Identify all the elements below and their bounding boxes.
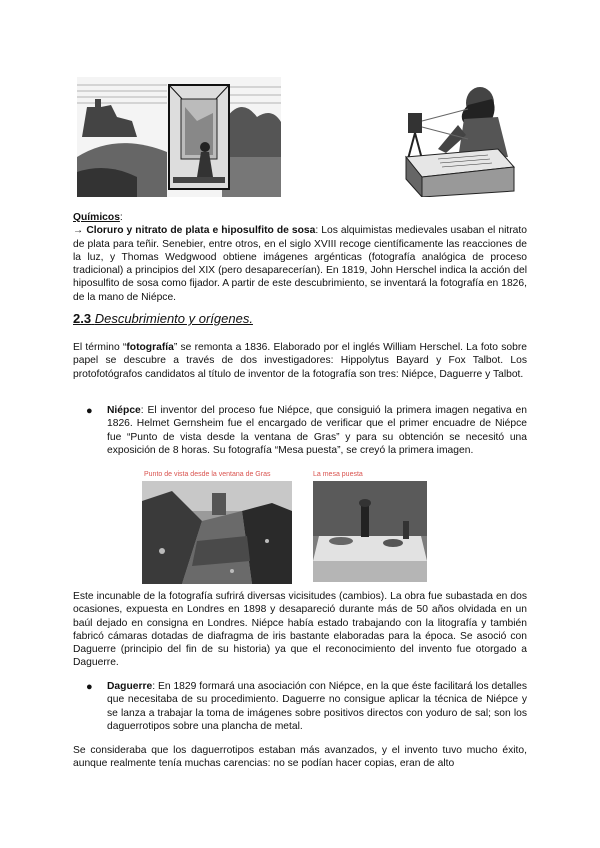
- daguerre-bullet-dot: ●: [86, 681, 93, 693]
- daguerre-paragraph: [107, 680, 527, 733]
- niepce-bullet-dot: ●: [86, 405, 93, 417]
- closing-paragraph: Se consideraba que los daguerrotipos estaban más avanzados, y el invento tuvo mucho éxito, aunque realmente tenía muchas carencias: no se podían hacer copias, eran de alto: [73, 745, 527, 770]
- daguerre-name: Daguerre: [107, 681, 153, 692]
- caption-punto-de-vista: Punto de vista desde la ventana de Gras: [144, 471, 271, 478]
- daguerre-text: : En 1829 formará una asociación con Niépce, en la que éste facilitará los detalles que necesitaba de su procedimiento. Daguerre no consigue aplicar la técnica de Niépce y se lanza a trabajar la toma de imágenes sobre positivos directos con yoduro de sal; son los daguerrotipos sobre una plancha de metal.: [107, 681, 527, 732]
- camera-obscura-image: [77, 77, 281, 197]
- caption-mesa-puesta: La mesa puesta: [313, 471, 363, 478]
- quimicos-paragraph: [73, 211, 527, 304]
- intro-bold-term: fotografía: [126, 342, 174, 353]
- photographer-image: [398, 79, 520, 197]
- niepce-text: : El inventor del proceso fue Niépce, que consiguió la primera imagen negativa en 1826. Helmet Gernsheim fue el encargado de verificar que el primer encuadre de Niépce fue “Punto de vista desde la ventana de Gras” y para su obtención se necesitó una exposición de 8 horas. Su fotografía “Mesa puesta”, se creyó la primera imagen.: [107, 405, 527, 456]
- quimicos-label: Químicos: [73, 212, 120, 223]
- section-title: Descubrimiento y orígenes.: [94, 311, 253, 326]
- mesa-puesta-photo: [313, 481, 427, 582]
- quimicos-text: : Los alquimistas medievales usaban el nitrato de plata para teñir. Senebier, entre otros, en el siglo XVIII recoge científicamente las reacciones de la luz, y Thomas Wedgwood obtiene imágenes argénticas (fotografía analógica de proceso tradicional) a principios del XIX (pero desaparecerían). En 1819, John Herschel indica la acción del hiposulfito de sosa como fijador. A partir de este descubrimiento, se inventará la fotografía en 1826, de la mano de Niépce.: [73, 225, 527, 303]
- niepce-paragraph: [107, 404, 527, 457]
- arrow-glyph: →: [73, 225, 84, 237]
- quimicos-colon: :: [119, 212, 123, 223]
- niepce-name: Niépce: [107, 405, 141, 416]
- intro-pre: El término “: [73, 342, 127, 353]
- quimicos-bold-lead: Cloruro y nitrato de plata e hiposulfito de sosa: [86, 225, 316, 237]
- intro-post: ” se remonta a 1836. Elaborado por el inglés William Herschel. La foto sobre papel se descubre a través de dos investigadores: Hippolytus Bayard y Fox Talbot. Los protofotógrafos candidatos al título de inventor de la fotografía son tres: Niépce, Daguerre y Talbot.: [73, 342, 527, 380]
- intro-paragraph: [73, 341, 527, 381]
- punto-de-vista-photo: [142, 481, 292, 584]
- section-heading: [73, 311, 253, 326]
- incunable-paragraph: Este incunable de la fotografía sufrirá diversas vicisitudes (cambios). La obra fue subastada en dos ocasiones, expuesta en Londres en 1898 y desapareció durante más de 50 años olvidada en un baúl dejado en consigna en Londres. Niépce había estado trabajando con la litografía y también fabricó cámaras dotadas de diafragma de iris bastante elaboradas para la época. Se asoció con Daguerre (principio del fin de su historia) ya que el reconocimiento del invento fue otorgado a Daguerre.: [73, 591, 527, 669]
- section-number: 2.3: [73, 311, 92, 326]
